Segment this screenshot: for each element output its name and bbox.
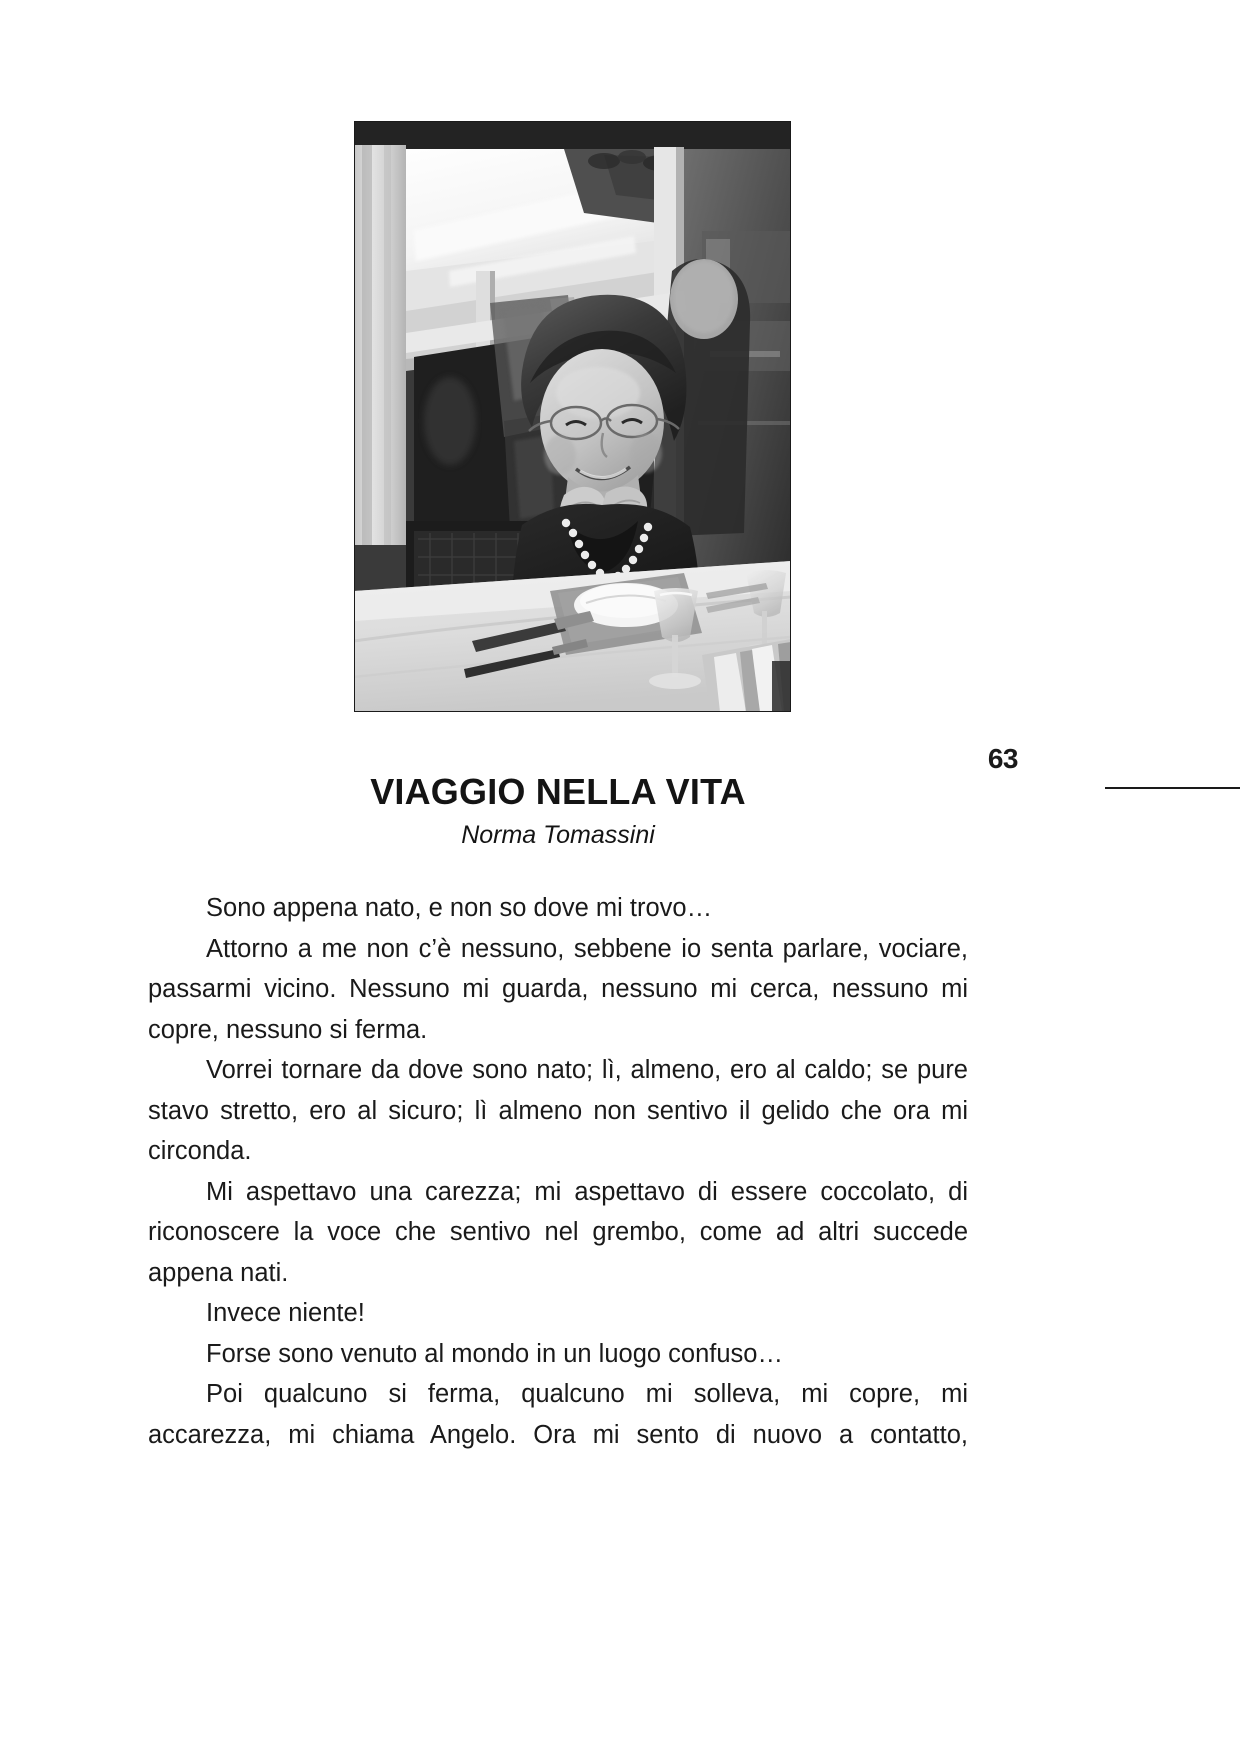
paragraph: Mi aspettavo una carezza; mi aspettavo di essere coccolato, di riconoscere la voce che sentivo nel grembo, come ad altri succede appena nati. [148, 1177, 968, 1287]
folio-rule [1105, 787, 1240, 789]
page-number-block [758, 745, 1240, 773]
paragraph: Forse sono venuto al mondo in un luogo confuso… [206, 1339, 783, 1368]
paragraph: Attorno a me non c’è nessuno, sebbene io senta parlare, vociare, passarmi vicino. Nessuno mi guarda, nessuno mi cerca, nessuno mi copre, nessuno si ferma. [148, 934, 968, 1044]
paragraph: Vorrei tornare da dove sono nato; lì, almeno, ero al caldo; se pure stavo stretto, ero al sicuro; lì almeno non sentivo il gelido che ora mi circonda. [148, 1056, 968, 1165]
paragraph: Sono appena nato, e non so dove mi trovo… [206, 894, 713, 922]
article-photograph [354, 121, 791, 712]
paragraph: Invece niente! [206, 1299, 365, 1327]
page-title: VIAGGIO NELLA VITA [370, 771, 746, 812]
photo-image [354, 121, 791, 712]
article-body [148, 888, 968, 1455]
photo-frame [354, 121, 791, 712]
paragraph: Poi qualcuno si ferma, qualcuno mi solleva, mi copre, mi accarezza, mi chiama Angelo. Ora mi sento di nuovo a contatto, [148, 1380, 968, 1449]
article-author: Norma Tomassini [461, 821, 655, 850]
page-number: 63 [987, 743, 1018, 774]
article-header [148, 772, 968, 850]
